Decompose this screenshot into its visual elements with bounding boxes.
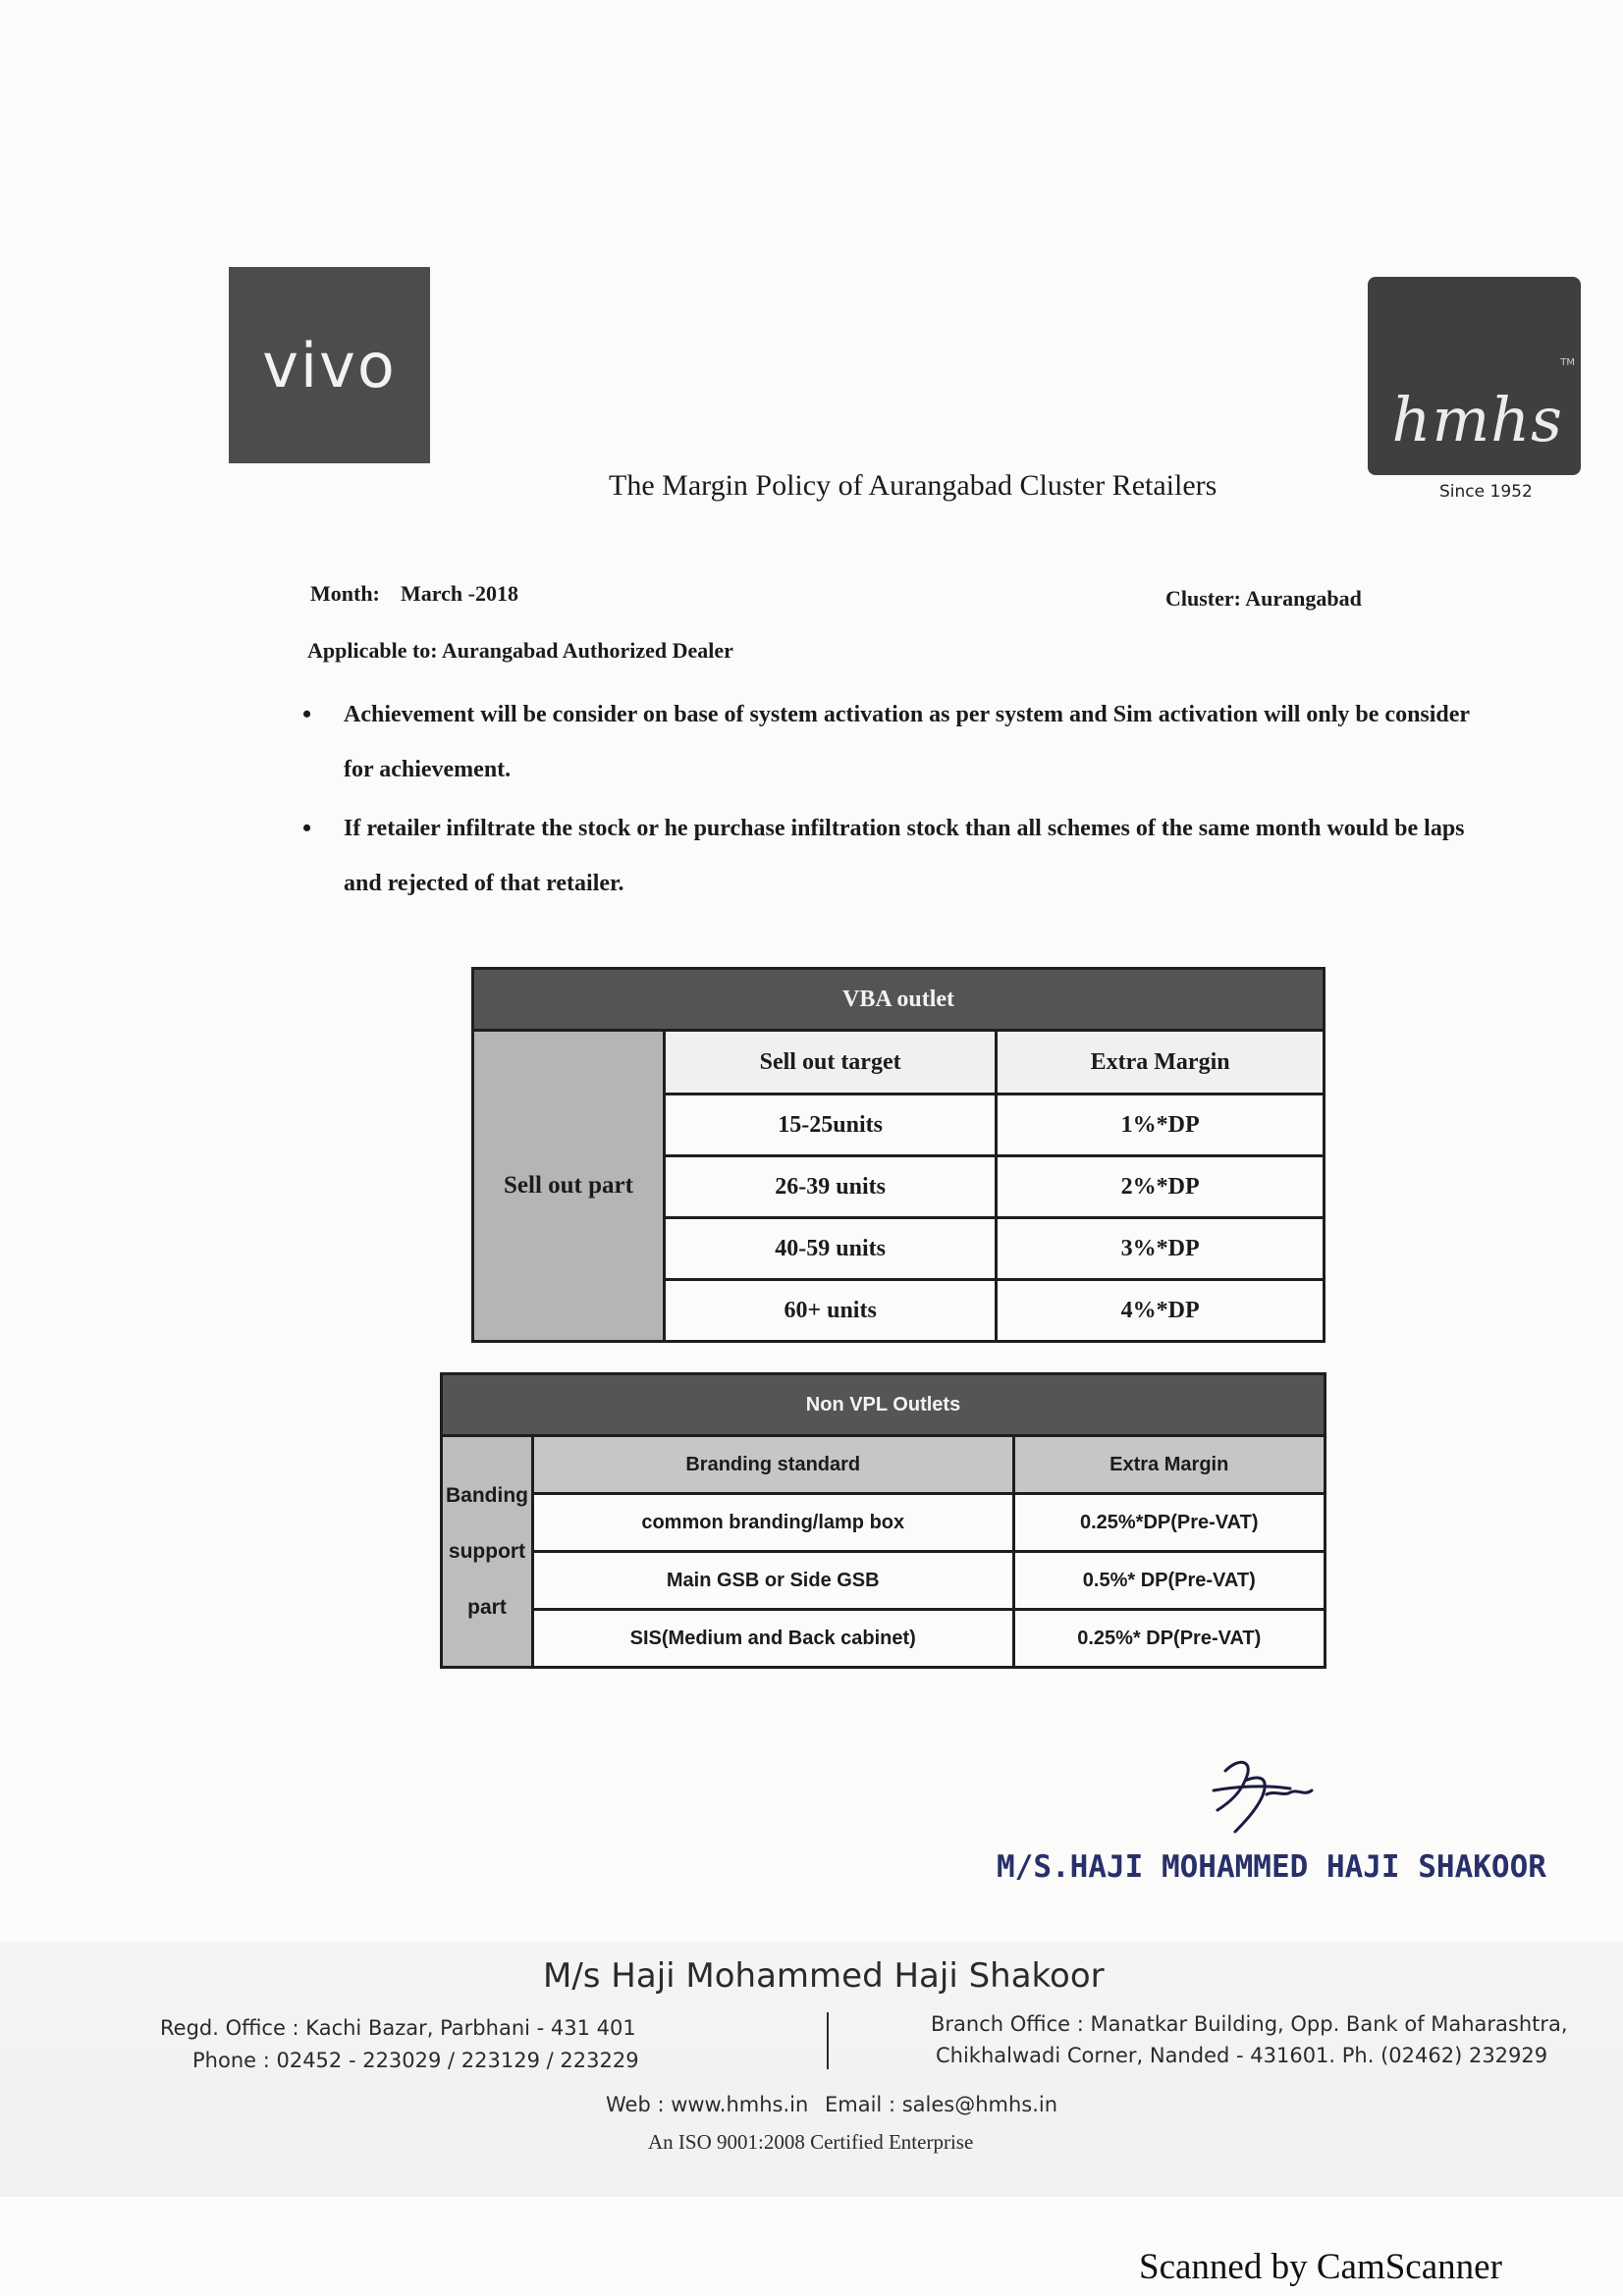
bullet-line: and rejected of that retailer.	[344, 871, 624, 896]
cluster-label: Cluster: Aurangabad	[1165, 586, 1362, 611]
table-row	[442, 1494, 1325, 1552]
margin-cell: 2%*DP	[997, 1156, 1325, 1218]
bullet-line: for achievement.	[344, 757, 512, 782]
target-cell: 15-25units	[665, 1095, 997, 1156]
extra-margin-column-header: Extra Margin	[997, 1031, 1325, 1095]
branch-office-address-line2: Chikhalwadi Corner, Nanded - 431601. Ph. (02462) 232929	[936, 2044, 1548, 2067]
side-label-line: part	[467, 1596, 507, 1619]
margin-cell: 3%*DP	[997, 1218, 1325, 1280]
non-vpl-outlets-table	[440, 1372, 1326, 1669]
registered-office-address: Regd. Office : Kachi Bazar, Parbhani - 431 401	[160, 2016, 636, 2040]
table-row	[442, 1552, 1325, 1610]
policy-bullet-list	[295, 687, 1532, 915]
vba-outlet-table	[471, 967, 1325, 1343]
standard-cell: Main GSB or Side GSB	[533, 1552, 1014, 1610]
branch-office-address-line1: Branch Office : Manatkar Building, Opp. Bank of Maharashtra,	[931, 2012, 1568, 2036]
bullet-line: • Achievement will be consider on base of system activation as per system and Sim activation will only be consider	[344, 702, 1471, 727]
website-link[interactable]: Web : www.hmhs.in	[606, 2093, 809, 2116]
hmhs-tagline: Since 1952	[1439, 482, 1533, 502]
month-value: March -2018	[401, 581, 518, 606]
scanner-watermark: Scanned by CamScanner	[1139, 2247, 1502, 2287]
vivo-logo	[229, 267, 430, 463]
vivo-logo-text: vivo	[262, 329, 397, 401]
bullet-line: • If retailer infiltrate the stock or he purchase infiltration stock than all schemes of the same month would be laps	[344, 816, 1465, 841]
policy-bullet	[295, 687, 1532, 797]
margin-cell: 1%*DP	[997, 1095, 1325, 1156]
email-link[interactable]: Email : sales@hmhs.in	[825, 2093, 1058, 2116]
margin-cell: 4%*DP	[997, 1280, 1325, 1342]
extra-margin-column-header: Extra Margin	[1013, 1436, 1325, 1494]
target-cell: 60+ units	[665, 1280, 997, 1342]
branding-support-part-label	[442, 1436, 533, 1668]
page-title: The Margin Policy of Aurangabad Cluster Retailers	[609, 469, 1217, 502]
footer-company-name: M/s Haji Mohammed Haji Shakoor	[543, 1956, 1105, 1996]
trademark-mark: TM	[1560, 357, 1575, 368]
margin-cell: 0.25%* DP(Pre-VAT)	[1013, 1610, 1325, 1668]
handwritten-signature	[1196, 1751, 1333, 1840]
applicable-to: Applicable to: Aurangabad Authorized Dealer	[307, 638, 733, 663]
sell-out-target-column-header: Sell out target	[665, 1031, 997, 1095]
target-cell: 40-59 units	[665, 1218, 997, 1280]
signatory-name: M/S.HAJI MOHAMMED HAJI SHAKOOR	[997, 1849, 1546, 1885]
branding-standard-column-header: Branding standard	[533, 1436, 1014, 1494]
standard-cell: SIS(Medium and Back cabinet)	[533, 1610, 1014, 1668]
target-cell: 26-39 units	[665, 1156, 997, 1218]
policy-bullet	[295, 801, 1532, 911]
standard-cell: common branding/lamp box	[533, 1494, 1014, 1552]
side-label-line: Banding	[446, 1484, 528, 1507]
margin-cell: 0.25%*DP(Pre-VAT)	[1013, 1494, 1325, 1552]
side-label-line: support	[448, 1540, 526, 1563]
hmhs-logo	[1368, 277, 1581, 475]
hmhs-logo-text: hmhs	[1391, 384, 1563, 455]
margin-cell: 0.5%* DP(Pre-VAT)	[1013, 1552, 1325, 1610]
iso-certification: An ISO 9001:2008 Certified Enterprise	[648, 2130, 974, 2154]
table-row	[442, 1610, 1325, 1668]
month-label: Month:	[310, 581, 380, 606]
sell-out-part-label: Sell out part	[473, 1031, 665, 1342]
vba-table-header: VBA outlet	[473, 969, 1325, 1031]
footer-divider	[827, 2012, 829, 2069]
registered-office-phone: Phone : 02452 - 223029 / 223129 / 223229	[192, 2049, 639, 2072]
non-vpl-table-header: Non VPL Outlets	[442, 1374, 1325, 1436]
